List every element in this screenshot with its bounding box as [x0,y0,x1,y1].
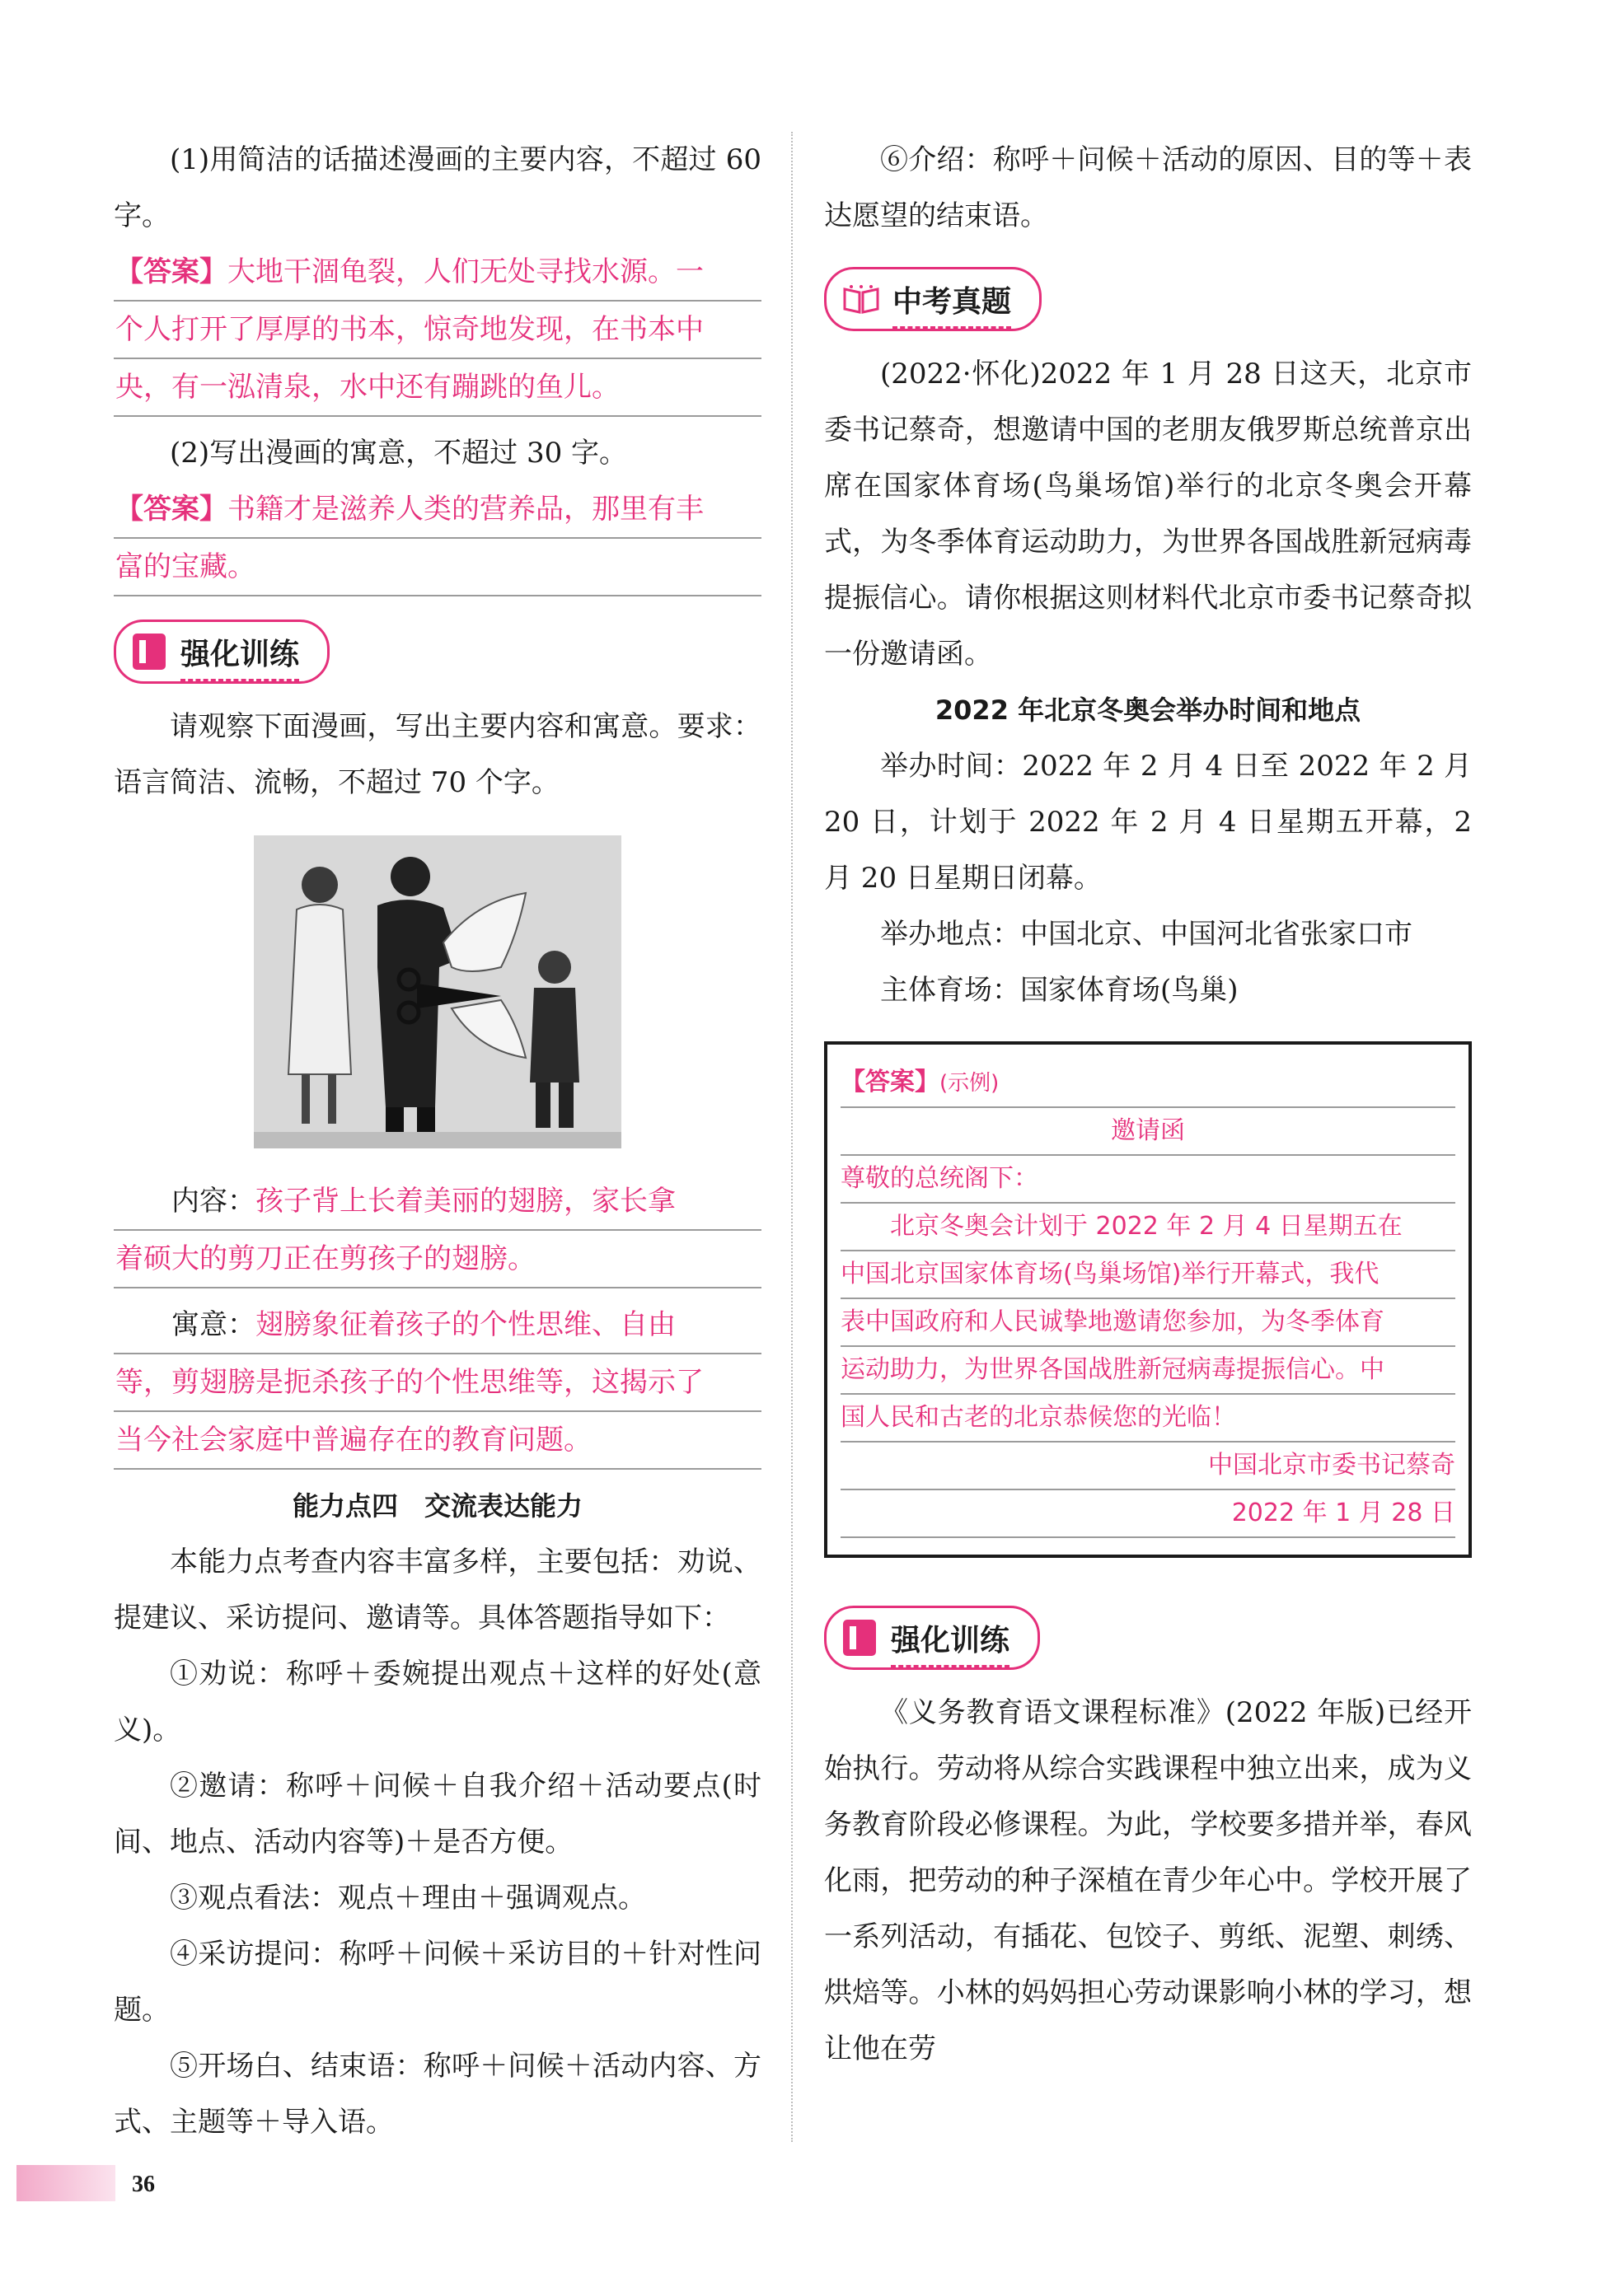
task-prompt-2: 《义务教育语文课程标准》(2022 年版)已经开始执行。劳动将从综合实践课程中独立出来，成为义务教育阶段必修课程。为此，学校要多措并举，春风化雨，把劳动的种子深植在青少年心中。学校开展了一系列活动，有插花、包饺子、剪纸、泥塑、刺绣、烘焙等。小林的妈妈担心劳动课影响小林的学习，想让他在劳 [824,1696,1472,2065]
invitation-body-line: 表中国政府和人民诚挚地邀请您参加，为冬季体育 [841,1299,1455,1347]
content-line: 内容：孩子背上长着美丽的翅膀，家长拿 [114,1173,761,1231]
cartoon-illustration [254,835,621,1148]
guide-item: ③观点看法：观点＋理由＋强调观点。 [170,1882,646,1915]
answer-1 [114,244,761,417]
guide-item: ②邀请：称呼＋问候＋自我介绍＋活动要点(时间、地点、活动内容等)＋是否方便。 [114,1770,761,1859]
page-number: 36 [132,2172,155,2197]
example-note: (示例) [939,1071,1000,1096]
answer-2 [114,481,761,596]
guide-item: ⑤开场白、结束语：称呼＋问候＋活动内容、方式、主题等＋导入语。 [114,2050,761,2139]
meaning-line: 等，剪翅膀是扼杀孩子的个性思维等，这揭示了 [114,1354,761,1412]
info-place: 举办地点：中国北京、中国河北省张家口市 [880,918,1412,951]
invitation-signature: 中国北京市委书记蔡奇 [841,1443,1455,1490]
exam-question: (2022·怀化)2022 年 1 月 28 日这天，北京市委书记蔡奇，想邀请中国的老朋友俄罗斯总统普京出席在国家体育场(鸟巢场馆)举行的北京冬奥会开幕式，为冬季体育运动助力，为世界各国战胜新冠病毒提振信心。请你根据这则材料代北京市委书记蔡奇拟一份邀请函。 [824,358,1472,671]
answer-1-line: 【答案】大地干涸龟裂，人们无处寻找水源。一 [114,244,761,302]
invitation-body-line: 国人民和古老的北京恭候您的光临！ [841,1395,1455,1443]
info-time: 举办时间：2022 年 2 月 4 日至 2022 年 2 月 20 日，计划于 2022 年 2 月 4 日星期五开幕，2 月 20 日星期日闭幕。 [824,750,1472,895]
right-column [824,132,1472,2077]
section-badge-practice [114,620,330,684]
meaning-answer-cont [114,1354,761,1470]
section-intro: 本能力点考查内容丰富多样，主要包括：劝说、提建议、采访提问、邀请等。具体答题指导如下： [114,1545,761,1634]
invitation-date: 2022 年 1 月 28 日 [841,1490,1455,1538]
invitation-answer-box [824,1041,1472,1558]
cartoon-image [254,835,621,1148]
content-line: 着硕大的剪刀正在剪孩子的翅膀。 [114,1231,761,1288]
guide-item: ①劝说：称呼＋委婉提出观点＋这样的好处(意义)。 [114,1658,761,1747]
answer-2-line: 【答案】书籍才是滋养人类的营养品，那里有丰 [114,481,761,539]
guide-item: ⑥介绍：称呼＋问候＋活动的原因、目的等＋表达愿望的结束语。 [824,143,1472,232]
bookmark-icon [843,1620,876,1656]
question-2: (2)写出漫画的寓意，不超过 30 字。 [170,437,628,470]
meaning-line: 当今社会家庭中普遍存在的教育问题。 [114,1412,761,1470]
badge-label: 强化训练 [180,631,299,673]
answer-1-line: 央，有一泓清泉，水中还有蹦跳的鱼儿。 [114,359,761,417]
invitation-greeting: 尊敬的总统阁下： [841,1156,1455,1204]
section-badge-practice-2 [824,1606,1040,1670]
meaning-line: 寓意：翅膀象征着孩子的个性思维、自由 [114,1297,761,1354]
badge-label: 中考真题 [892,278,1011,320]
info-title: 2022 年北京冬奥会举办时间和地点 [934,694,1361,726]
invitation-title: 邀请函 [841,1108,1455,1156]
answer-tag: 【答案】 [841,1068,939,1097]
invitation-body-line: 运动助力，为世界各国战胜新冠病毒提振信心。中 [841,1347,1455,1395]
badge-label: 强化训练 [891,1617,1009,1659]
guide-item: ④采访提问：称呼＋问候＋采访目的＋针对性问题。 [114,1938,761,2027]
answer-tag: 【答案】 [115,493,227,526]
answer-1-line: 个人打开了厚厚的书本，惊奇地发现，在书本中 [114,302,761,359]
answer-tag: 【答案】 [115,255,227,288]
answer-2-line: 富的宝藏。 [114,539,761,596]
page-number-bar [16,2165,115,2201]
book-icon [843,284,879,314]
bookmark-icon [133,634,166,670]
content-answer-cont [114,1231,761,1288]
info-venue: 主体育场：国家体育场(鸟巢) [880,974,1239,1007]
column-divider [791,132,793,2142]
left-column [114,132,761,2150]
task-prompt: 请观察下面漫画，写出主要内容和寓意。要求：语言简洁、流畅，不超过 70 个字。 [114,710,761,799]
meaning-label: 寓意： [171,1308,255,1341]
section-badge-exam [824,267,1042,331]
invitation-body-line: 中国北京国家体育场(鸟巢场馆)举行开幕式，我代 [841,1251,1455,1299]
content-label: 内容： [171,1185,255,1218]
invitation-body-line: 北京冬奥会计划于 2022 年 2 月 4 日星期五在 [841,1204,1455,1251]
invitation-header [841,1059,1455,1108]
section-title: 能力点四 交流表达能力 [292,1490,583,1522]
content-answer [114,1173,761,1231]
meaning-answer [114,1297,761,1354]
question-1: (1)用简洁的话描述漫画的主要内容，不超过 60 字。 [114,143,761,232]
